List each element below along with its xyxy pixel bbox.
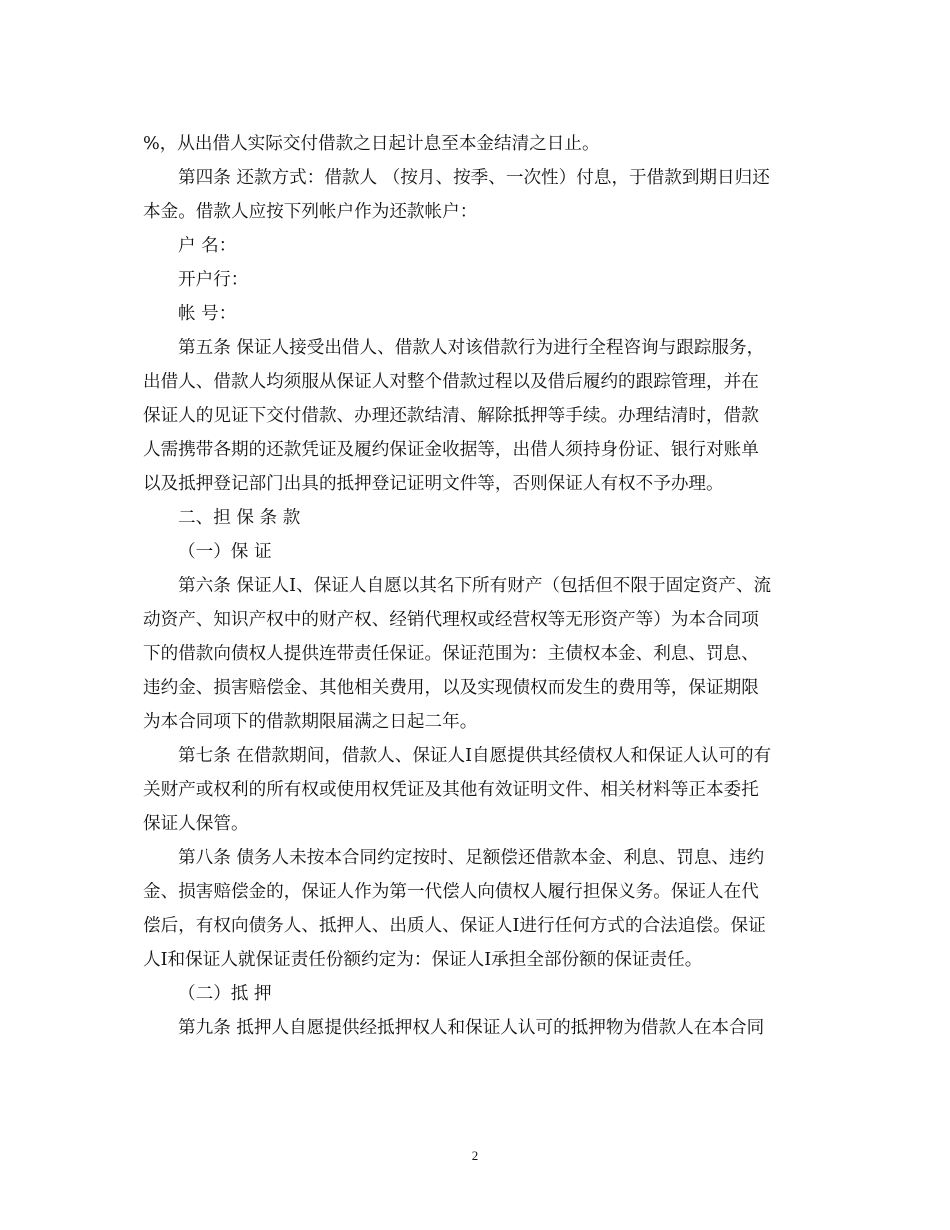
- text-line: 以及抵押登记部门出具的抵押登记证明文件等，否则保证人有权不予办理。: [143, 474, 724, 494]
- page-number: 2: [471, 1148, 479, 1163]
- text-line: 违约金、损害赔偿金、其他相关费用，以及实现债权而发生的费用等，保证期限: [143, 678, 759, 698]
- text-line: 关财产或权利的所有权或使用权凭证及其他有效证明文件、相关材料等正本委托: [143, 780, 759, 800]
- text-line: 第九条 抵押人自愿提供经抵押权人和保证人认可的抵押物为借款人在本合同: [178, 1018, 765, 1038]
- text-line: %，从出借人实际交付借款之日起计息至本金结清之日止。: [143, 134, 600, 154]
- text-line: （一）保 证: [178, 542, 272, 562]
- text-line: 二、担 保 条 款: [178, 508, 301, 528]
- text-line: 动资产、知识产权中的财产权、经销代理权或经营权等无形资产等）为本合同项: [143, 610, 759, 630]
- text-line: 保证人保管。: [143, 814, 249, 834]
- text-line: 本金。借款人应按下列帐户作为还款帐户：: [143, 202, 478, 222]
- text-line: 第七条 在借款期间，借款人、保证人I自愿提供其经债权人和保证人认可的有: [178, 746, 772, 766]
- text-line: 保证人的见证下交付借款、办理还款结清、解除抵押等手续。办理结清时，借款: [143, 406, 759, 426]
- document-body: [143, 127, 813, 1045]
- text-line: 金、损害赔偿金的，保证人作为第一代偿人向债权人履行担保义务。保证人在代: [143, 882, 759, 902]
- text-line: 第八条 债务人未按本合同约定按时、足额偿还借款本金、利息、罚息、违约: [178, 848, 765, 868]
- text-line: 出借人、借款人均须服从保证人对整个借款过程以及借后履约的跟踪管理，并在: [143, 372, 759, 392]
- text-line: 人需携带各期的还款凭证及履约保证金收据等，出借人须持身份证、银行对账单: [143, 440, 759, 460]
- text-line: 下的借款向债权人提供连带责任保证。保证范围为：主债权本金、利息、罚息、: [143, 644, 759, 664]
- text-line: 第五条 保证人接受出借人、借款人对该借款行为进行全程咨询与跟踪服务，: [178, 338, 765, 358]
- text-line: 户 名：: [178, 236, 237, 256]
- text-line: 第六条 保证人I、保证人自愿以其名下所有财产（包括但不限于固定资产、流: [178, 576, 772, 596]
- text-line: 为本合同项下的借款期限届满之日起二年。: [143, 712, 478, 732]
- text-line: 第四条 还款方式：借款人 （按月、按季、一次性）付息，于借款到期日归还: [178, 168, 770, 188]
- text-line: 偿后，有权向债务人、抵押人、出质人、保证人I进行任何方式的合法追偿。保证: [143, 916, 766, 936]
- text-line: 开户行：: [178, 270, 249, 290]
- text-line: 帐 号：: [178, 304, 237, 324]
- text-line: 人I和保证人就保证责任份额约定为：保证人I承担全部份额的保证责任。: [143, 950, 703, 970]
- text-line: （二）抵 押: [178, 984, 272, 1004]
